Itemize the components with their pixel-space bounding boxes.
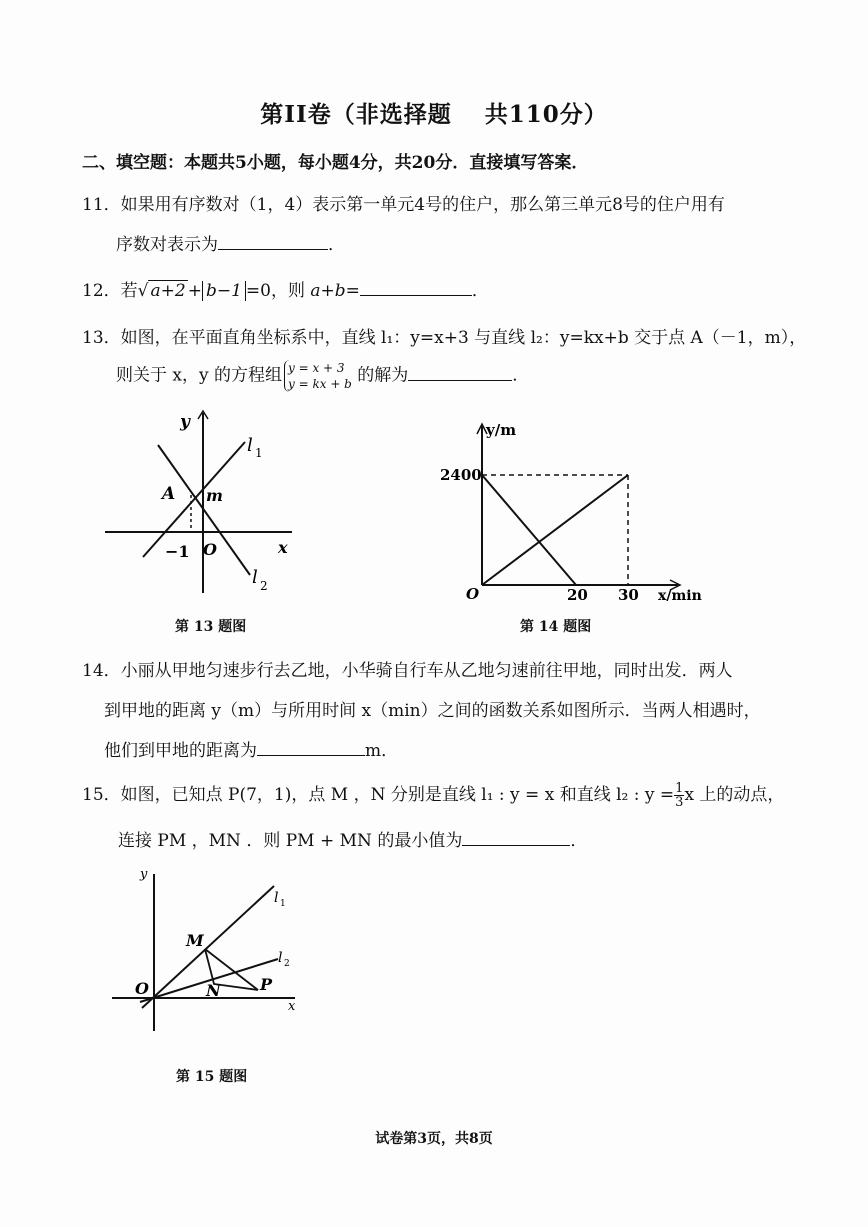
q13-prompt: 则关于 x，y 的方程组 xyxy=(116,365,282,386)
y-axis-label: y/m xyxy=(486,421,517,439)
l1-sub: 1 xyxy=(280,899,286,909)
q13-eq2: y = kx + b xyxy=(288,377,352,391)
q13-end: ． xyxy=(512,365,530,386)
q14-line3 xyxy=(104,736,398,761)
point-P-label: P xyxy=(260,975,273,994)
l1-label: l xyxy=(274,890,279,906)
fig14-caption: 第 14 题图 xyxy=(520,619,592,635)
fig13-caption: 第 13 题图 xyxy=(175,619,247,635)
y-label: y xyxy=(180,412,190,432)
m-label: m xyxy=(206,486,223,505)
x-axis-label: x/min xyxy=(658,588,702,604)
q12-eq: =0，则 xyxy=(245,281,311,301)
q12-prefix: 12．若 xyxy=(82,281,138,301)
x-label: x xyxy=(278,538,288,557)
q12-line xyxy=(82,276,489,301)
q13-post: 的解为 xyxy=(357,365,409,386)
q11-line2 xyxy=(116,230,345,255)
q15-line2 xyxy=(118,826,587,851)
fraction-one-third xyxy=(674,782,684,809)
q15-prompt: 连接 PM ，MN ．则 PM + MN 的最小值为 xyxy=(118,831,463,851)
fig15-caption: 第 15 题图 xyxy=(176,1069,248,1085)
q11-prompt: 序数对表示为 xyxy=(116,235,218,255)
tick-2400: 2400 xyxy=(440,466,482,484)
point-A-label: A xyxy=(162,484,176,504)
q15-line1 xyxy=(82,780,784,809)
neg1-label: −1 xyxy=(165,542,190,561)
q12-abs-body: b−1 xyxy=(202,281,246,301)
figure-13 xyxy=(100,405,300,605)
l2-sub: 2 xyxy=(260,579,268,593)
page-footer: 试卷第3页，共8页 xyxy=(375,1131,493,1147)
q14-line2: 到甲地的距离 y（m）与所用时间 x（min）之间的函数关系如图所示．当两人相遇时， xyxy=(104,701,761,721)
l2-label: l xyxy=(278,950,283,966)
q15-line1-pre: 15．如图，已知点 P(7，1)，点 M ，N 分别是直线 l₁ : y = x 和直线 l₂ : y = xyxy=(82,785,675,805)
origin-label: O xyxy=(135,979,149,998)
q13-line1: 13．如图，在平面直角坐标系中，直线 l₁：y=x+3 与直线 l₂：y=kx+b 交于点 A（－1，m）， xyxy=(82,328,807,348)
origin-label: O xyxy=(203,540,217,559)
equation-system xyxy=(284,360,352,392)
q15-answer-blank[interactable] xyxy=(462,829,570,846)
origin-label: O xyxy=(466,585,480,603)
q11-answer-blank[interactable] xyxy=(218,233,328,250)
x-label: x xyxy=(288,999,296,1014)
q11-end: ． xyxy=(328,235,345,255)
q12-plus: + xyxy=(187,281,202,301)
tick-30: 30 xyxy=(618,586,639,604)
q12-end: ． xyxy=(471,281,489,301)
figure-14 xyxy=(440,418,710,608)
q12-answer-blank[interactable] xyxy=(360,279,472,296)
q14-line1: 14．小丽从甲地匀速步行去乙地，小华骑自行车从乙地匀速前往甲地，同时出发．两人 xyxy=(82,661,733,681)
line-l1 xyxy=(143,442,245,557)
fraction-den: 3 xyxy=(675,795,684,810)
section-heading: 二、填空题：本题共5小题，每小题4分，共20分．直接填写答案． xyxy=(82,153,589,173)
line-xiaoli xyxy=(482,475,628,585)
l2-label: l xyxy=(252,567,258,588)
q13-answer-blank[interactable] xyxy=(408,364,512,381)
q15-line1-post: x 上的动点， xyxy=(684,785,785,805)
l1-label: l xyxy=(247,435,253,456)
page-title: 第II卷（非选择题 共110分） xyxy=(260,101,608,128)
q13-eq1: y = x + 3 xyxy=(288,361,345,375)
q14-unit: m． xyxy=(365,741,399,761)
q11-line1: 11．如果用有序数对（1，4）表示第一单元4号的住户，那么第三单元8号的住户用有 xyxy=(82,195,725,215)
sqrt-symbol: √ xyxy=(137,281,149,301)
point-N-label: N xyxy=(206,981,221,1000)
figure-15 xyxy=(110,866,310,1046)
line-xiaohua xyxy=(482,475,576,585)
q12-ab: a+b= xyxy=(310,281,360,301)
q15-end: ． xyxy=(570,831,588,851)
q14-answer-blank[interactable] xyxy=(257,739,365,756)
l1-sub: 1 xyxy=(255,446,263,460)
fraction-num: 1 xyxy=(675,781,684,796)
q14-prompt: 他们到甲地的距离为 xyxy=(104,741,257,761)
q13-line2 xyxy=(116,360,529,392)
tick-20: 20 xyxy=(567,586,588,604)
q12-sqrt-body: a+2 xyxy=(150,281,186,301)
point-M-label: M xyxy=(186,931,204,950)
l2-sub: 2 xyxy=(284,959,290,969)
y-label: y xyxy=(140,867,148,882)
